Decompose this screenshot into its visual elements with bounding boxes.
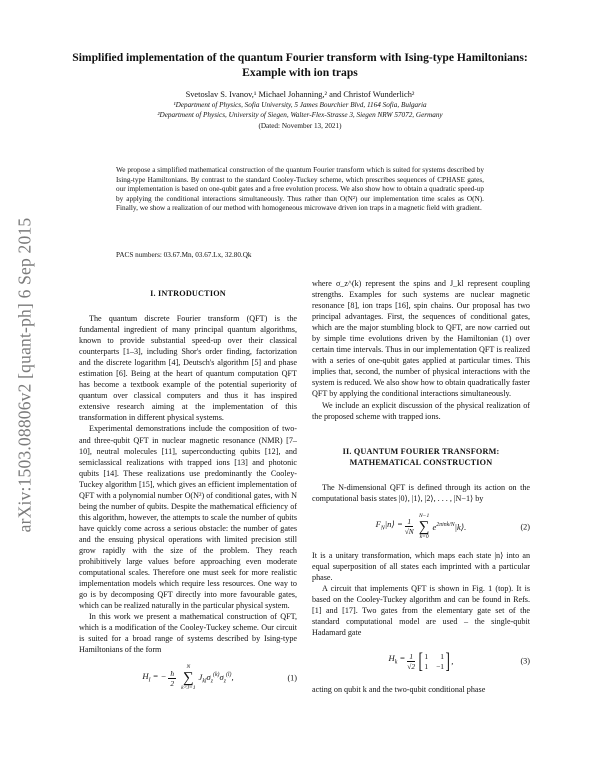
affiliation-1: ¹Department of Physics, Sofia University, 5 James Bourchier Blvd, 1164 Sofia, Bulgaria [173, 101, 427, 109]
section-heading-qft: II. QUANTUM FOURIER TRANSFORM: MATHEMATICAL CONSTRUCTION [342, 446, 500, 467]
equation-1-number: (1) [287, 673, 297, 683]
body-paragraph-3: The N-dimensional QFT is defined through its action on the computational basis states |0⟩, |1⟩, |2⟩, . . . , |N−1⟩ by [312, 482, 530, 503]
intro-paragraph-2: Experimental demonstrations include the composition of two- and three-qubit QFT in nuclear magnetic resonance (NMR) [7–10], neutral molecules [11], superconducting qubits [12], and semiclassical realizations with trapped ions [13] and photonic qubits [14]. These realizations use predominantly the Cooley-Tuckey algorithm [15], which gives an efficient implementation of QFT with a polynomial number O(N²) of conditional gates, with N being the number of qubits. Despite the mathematical efficiency of this algorithm, however, the attempts to scale the number of qubits have quickly come across a serious obstacle: the number of gates and the ensuing physical operations with limited precision still grow rapidly with the size of the problem. They reach prohibitively large values before approaching even moderate computational scales. Therefore one must seek for more realistic implementation models which require less resources. One way to go is by decomposing QFT directly into more favourable gates, which can be realized naturally in the particular physical system. [79, 424, 297, 611]
equation-3: $H_k$ = $\frac{1}{√2}$ [ 1 1 1 −1 ] , (3) [388, 648, 530, 674]
author-list: Svetoslav S. Ivanov,¹ Michael Johanning,² and Christof Wunderlich² [185, 90, 415, 99]
intro-paragraph-3: In this work we present a mathematical construction of QFT, which is a modification of the Cooley-Tuckey scheme. Our circuit is suited for a broad range of systems described by Ising-type Hamiltonians of the form [79, 612, 297, 655]
body-paragraph-1: where σ_z^(k) represent the spins and J_kl represent coupling strengths. Examples for such systems are nuclear magnetic resonance [8], ion traps [16], spin chains. Our proposal has two principal advantages. First, the sequences of conditional gates, which are the major stumbling block to QFT, are now carried out by simple time evolutions driven by the Hamiltonian (1) over certain time intervals. Thus in our implementation QFT is realized with a series of one-qubit gates applied at particular times. This implies that, second, the number of physical interactions with the system is reduced. We also show how to obtain quadratically faster QFT by applying the conditional interactions simultaneously. [312, 279, 530, 399]
intro-paragraph-1: The quantum discrete Fourier transform (QFT) is the fundamental ingredient of many principal quantum algorithms, known to provide substantial speed-up over their classical counterparts [1–3], including Shor's order finding, factorization and the discrete logarithm [4], Deutsch's algorithm [5] and phase estimation [6]. Being at the heart of quantum computation QFT has become a textbook example of the potential superiority of quantum over classical computers and thus it has inspired extensive research aiming at the implementation of this transformation in different physical systems. [79, 314, 297, 423]
left-column [79, 278, 297, 701]
equation-3-number: (3) [520, 656, 530, 666]
body-paragraph-5: A circuit that implements QFT is shown in Fig. 1 (top). It is based on the Cooley-Tuckey algorithm and can be found in Refs. [1] and [17]. Two gates from the elementary gate set of the standard computational model are used – the single-qubit Hadamard gate [312, 583, 530, 638]
arxiv-identifier: arXiv:1503.08806v2 [quant-ph] 6 Sep 2015 [14, 217, 35, 533]
equation-2: $F_N|n⟩$ = $\frac{1}{√N}$ N−1 ∑ k=0 $e^{2\pi ink/N}|k⟩$. (2) [375, 512, 530, 540]
right-column [312, 278, 530, 695]
body-paragraph-6: acting on qubit k and the two-qubit conditional phase [312, 685, 486, 695]
paper-title: Simplified implementation of the quantum Fourier transform with Ising-type Hamiltonians: Example with ion traps [72, 51, 528, 79]
paper-header [60, 50, 540, 131]
body-paragraph-2: We include an explicit discussion of the physical realization of the proposed scheme with trapped ions. [312, 400, 530, 421]
abstract: We propose a simplified mathematical construction of the quantum Fourier transform which is suited for systems described by Ising-type Hamiltonians. By contrast to the standard Cooley-Tuckey scheme, which prescribes sequences of CPHASE gates, our implementation is based on one-qubit gates and a free evolution process. We also show how to obtain a quadratic speed-up by applying the conditional interactions simultaneously. Thus rather than O(N²) our implementation time scales as O(N). Finally, we show a realization of our method with homogeneous microwave driven ion traps in a magnetic field with gradient. [116, 166, 484, 213]
section-heading-introduction: I. INTRODUCTION [150, 289, 226, 298]
date-line: (Dated: November 13, 2021) [258, 122, 342, 130]
equation-1: $H_I$ = − $\frac{ħ}{2}$ N ∑ k<l=1 $J_{kl}\sigma_z^{(k)}\sigma_z^{(l)}$, (1) [142, 664, 297, 692]
body-paragraph-4: It is a unitary transformation, which maps each state |n⟩ into an equal superposition of all states each imprinted with a particular phase. [312, 550, 530, 582]
pacs-numbers: PACS numbers: 03.67.Mn, 03.67.Lx, 32.80.Qk [116, 251, 252, 259]
equation-2-number: (2) [520, 522, 530, 532]
affiliation-2: ²Department of Physics, University of Siegen, Walter-Flex-Strasse 3, Siegen NRW 57072, Germany [157, 111, 443, 119]
